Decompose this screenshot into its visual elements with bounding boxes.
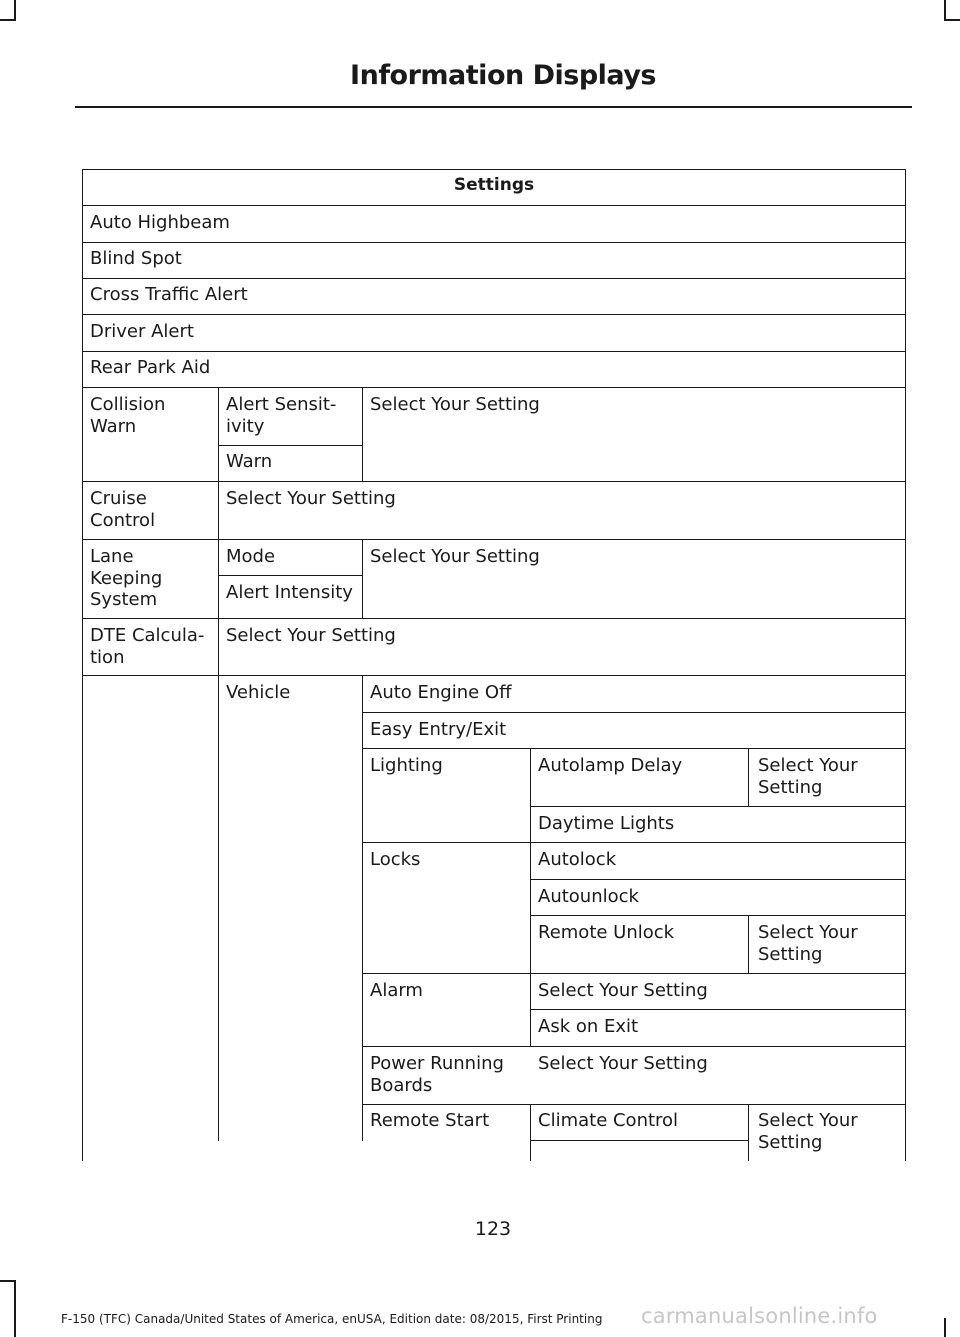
warn-label: Warn (226, 451, 273, 472)
table-rule (530, 1009, 906, 1010)
page-title: Information Displays (350, 60, 656, 91)
table-rule (530, 1104, 531, 1161)
alarm-setting: Select Your Setting (538, 980, 708, 1001)
cruise-setting: Select Your Setting (226, 488, 396, 509)
crop-mark (944, 19, 960, 21)
table-rule (82, 205, 906, 206)
table-rule (218, 445, 362, 446)
table-rule (82, 539, 906, 540)
easy-entry-exit: Easy Entry/Exit (370, 719, 507, 740)
crop-mark (944, 0, 946, 20)
crop-mark (944, 1318, 946, 1337)
remote-unlock: Remote Unlock (538, 922, 675, 943)
row-rear-park-aid: Rear Park Aid (90, 357, 211, 378)
collision-warn-label: Collision Warn (90, 394, 166, 437)
alarm-label: Alarm (370, 980, 423, 1001)
page-number: 123 (474, 1218, 512, 1240)
table-rule (362, 539, 363, 618)
table-rule (218, 618, 219, 675)
vehicle-label: Vehicle (226, 682, 291, 703)
power-running-boards-label: Power Running Boards (370, 1053, 504, 1096)
crop-mark (14, 1280, 16, 1337)
daytime-lights: Daytime Lights (538, 813, 675, 834)
auto-engine-off: Auto Engine Off (370, 682, 512, 703)
crop-mark (14, 0, 16, 20)
lane-setting: Select Your Setting (370, 546, 540, 567)
table-rule (530, 1140, 748, 1141)
table-rule (530, 915, 906, 916)
table-rule (82, 242, 906, 243)
table-rule (82, 169, 83, 1161)
row-auto-highbeam: Auto Highbeam (90, 212, 230, 233)
lighting-label: Lighting (370, 755, 443, 776)
climate-control: Climate Control (538, 1110, 679, 1131)
table-rule (362, 1046, 906, 1047)
crop-mark (0, 1280, 16, 1282)
table-rule (362, 842, 906, 843)
dte-calculation-label: DTE Calcula- tion (90, 625, 205, 668)
table-rule (82, 351, 906, 352)
table-rule (748, 915, 749, 973)
cruise-control-label: Cruise Control (90, 488, 156, 531)
autolamp-setting: Select Your Setting (758, 755, 858, 798)
remote-start-label: Remote Start (370, 1110, 490, 1131)
table-rule (530, 879, 906, 880)
table-rule (82, 169, 906, 170)
locks-label: Locks (370, 849, 421, 870)
ask-on-exit: Ask on Exit (538, 1016, 639, 1037)
table-rule (362, 387, 363, 481)
table-rule (362, 1104, 906, 1105)
settings-table (82, 169, 906, 1161)
table-rule (362, 712, 906, 713)
table-rule (530, 748, 531, 1046)
climate-control-setting: Select Your Setting (758, 1110, 858, 1153)
alert-sensitivity-label: Alert Sensit- ivity (226, 394, 337, 437)
autounlock: Autounlock (538, 886, 639, 907)
table-rule (82, 618, 906, 619)
table-rule (82, 278, 906, 279)
watermark: carmanualsonline.info (641, 1304, 878, 1328)
table-rule (218, 481, 219, 539)
table-rule (748, 1104, 749, 1161)
table-rule (362, 675, 363, 1141)
table-rule (82, 675, 906, 676)
header-divider (75, 106, 912, 108)
table-rule (218, 387, 219, 481)
row-blind-spot: Blind Spot (90, 248, 182, 269)
table-rule (530, 806, 906, 807)
collision-setting: Select Your Setting (370, 394, 540, 415)
autolock: Autolock (538, 849, 617, 870)
lane-mode-label: Mode (226, 546, 276, 567)
table-rule (82, 314, 906, 315)
table-rule (218, 539, 219, 618)
autolamp-delay: Autolamp Delay (538, 755, 683, 776)
crop-mark (0, 19, 16, 21)
table-rule (905, 169, 906, 1161)
lane-keeping-label: Lane Keeping System (90, 546, 163, 610)
row-cross-traffic-alert: Cross Traffic Alert (90, 284, 248, 305)
table-rule (218, 675, 219, 1141)
table-heading: Settings (453, 175, 535, 195)
table-rule (748, 748, 749, 806)
power-running-boards-setting: Select Your Setting (538, 1053, 708, 1074)
footer-edition-text: F-150 (TFC) Canada/United States of America, enUSA, Edition date: 08/2015, First Printing (61, 1312, 603, 1326)
remote-unlock-setting: Select Your Setting (758, 922, 858, 965)
table-rule (218, 575, 362, 576)
alert-intensity-label: Alert Intensity (226, 582, 353, 603)
table-rule (82, 481, 906, 482)
table-rule (82, 387, 906, 388)
table-rule (362, 748, 906, 749)
row-driver-alert: Driver Alert (90, 321, 194, 342)
table-rule (362, 973, 906, 974)
dte-setting: Select Your Setting (226, 625, 396, 646)
